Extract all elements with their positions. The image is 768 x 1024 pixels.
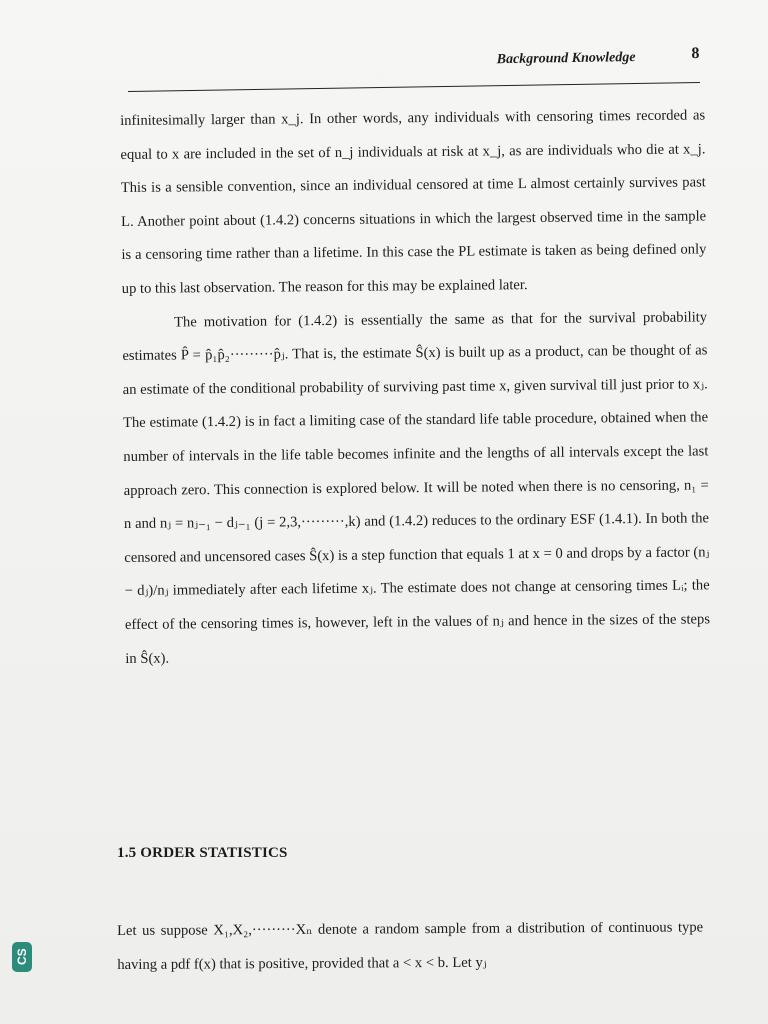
paragraph-censoring-convention: infinitesimally larger than x_j. In other words, any individuals with censoring times recorded as equal to x are included in the set of n_j individuals at risk at x_j, as are individuals who die at x_j. This is a sensible convention, since an individual censored at time L almost certainly survives past L. Another point about (1.4.2) concerns situations in which the largest observed time in the sample is a censoring time rather than a lifetime. In this case the PL estimate is taken as being defined only up to this last observation. The reason for this may be explained later. (120, 107, 707, 297)
running-header (127, 39, 700, 92)
header-title: Background Knowledge (496, 50, 636, 68)
section-heading: 1.5 ORDER STATISTICS (117, 845, 288, 861)
paragraph-motivation: The motivation for (1.4.2) is essentially the same as that for the survival probability estimates P̂ = p̂₁p̂₂·········p̂ⱼ. That is, the estimate Ŝ(x) is built up as a product, can be thought of as an estimate of the conditional probability of surviving past time x, given survival till just prior to xⱼ. The estimate (1.4.2) is in fact a limiting case of the standard life table procedure, obtained when the number of intervals in the life table becomes infinite and the lengths of all intervals except the last approach zero. This connection is explored below. It will be noted when there is no censoring, n₁ = n and nⱼ = nⱼ₋₁ − dⱼ₋₁ (j = 2,3,·········,k) and (1.4.2) reduces to the ordinary ESF (1.4.1). In both the censored and uncensored cases Ŝ(x) is a step function that equals 1 at x = 0 and drops by a factor (nⱼ − dⱼ)/nⱼ immediately after each lifetime xⱼ. The estimate does not change at censoring times Lᵢ; the effect of the censoring times is, however, left in the values of nⱼ and hence in the sizes of the steps in Ŝ(x). (122, 308, 711, 667)
header-rule (128, 82, 700, 92)
camscanner-badge-icon: CS (12, 942, 32, 972)
body-text (120, 99, 710, 676)
paragraph-order-statistics: Let us suppose X₁,X₂,·········Xₙ denote a random sample from a distribution of continuous type having a pdf f(x) that is positive, provided that a < x < b. Let yⱼ (117, 919, 704, 973)
page-number: 8 (691, 45, 700, 63)
